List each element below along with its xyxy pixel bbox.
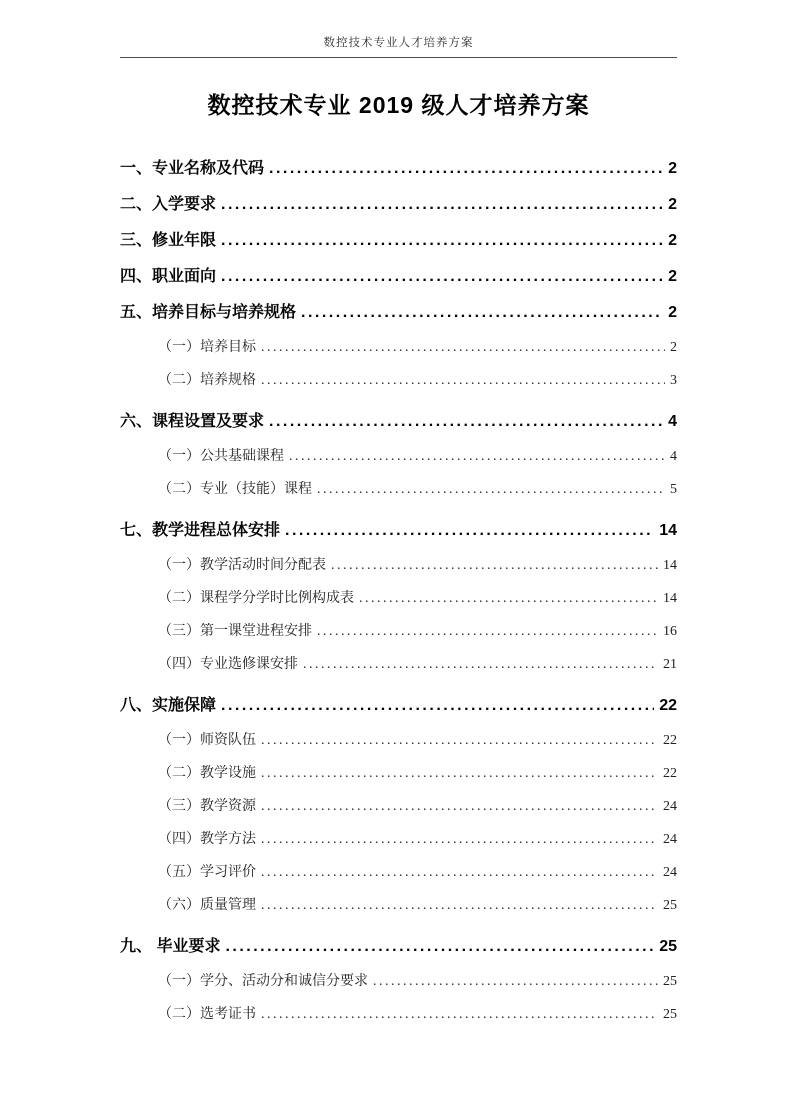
toc-page-number: 21 [663,657,677,672]
toc-section [120,223,677,259]
toc-entry[interactable] [158,364,677,397]
toc-page-number: 22 [663,733,677,748]
toc-entry-label: （四）专业选修课安排 [158,657,298,672]
toc-leader-dots [221,187,663,223]
toc-page-number: 14 [659,522,677,539]
toc-entry[interactable] [158,856,677,889]
toc-section [120,513,677,681]
toc-entry[interactable] [120,929,677,965]
toc-page-number: 24 [663,799,677,814]
toc-entry-label: 四、职业面向 [120,268,217,285]
toc-entry[interactable] [120,151,677,187]
running-header: 数控技术专业人才培养方案 [120,34,677,58]
toc-entry-label: 八、实施保障 [120,697,217,714]
toc-entry-label: （三）教学资源 [158,799,256,814]
toc-entry[interactable] [158,440,677,473]
toc-entry[interactable] [158,724,677,757]
toc-entry-label: 一、专业名称及代码 [120,160,265,177]
toc-entry-label: 七、教学进程总体安排 [120,522,281,539]
toc-section [120,688,677,922]
toc-page-number: 4 [670,449,677,464]
toc-entry[interactable] [158,998,677,1031]
toc-entry-label: （二）选考证书 [158,1007,256,1022]
toc-entry[interactable] [158,889,677,922]
toc-page-number: 24 [663,865,677,880]
toc-entry-label: 二、入学要求 [120,196,217,213]
toc-entry-label: 六、课程设置及要求 [120,413,265,430]
toc-leader-dots [261,889,658,922]
toc-entry[interactable] [158,823,677,856]
toc-entry-label: （二）课程学分学时比例构成表 [158,591,354,606]
toc-page-number: 2 [670,340,677,355]
toc-leader-dots [261,856,658,889]
toc-page-number: 2 [668,304,677,321]
toc-entry-label: 三、修业年限 [120,232,217,249]
toc-leader-dots [261,757,658,790]
toc-page-number: 14 [663,558,677,573]
toc-leader-dots [261,331,665,364]
toc-entry[interactable] [158,473,677,506]
toc-entry[interactable] [158,549,677,582]
toc-entry[interactable] [158,331,677,364]
toc-entry[interactable] [120,259,677,295]
toc-section [120,259,677,295]
toc-leader-dots [221,259,663,295]
toc-leader-dots [261,823,658,856]
toc-leader-dots [269,404,663,440]
toc-leader-dots [289,440,665,473]
toc-entry-label: （三）第一课堂进程安排 [158,624,312,639]
toc-page-number: 2 [668,196,677,213]
document-title: 数控技术专业 2019 级人才培养方案 [207,92,590,118]
table-of-contents [120,151,677,1031]
toc-entry-label: （二）教学设施 [158,766,256,781]
toc-entry[interactable] [120,513,677,549]
toc-entry-label: （四）教学方法 [158,832,256,847]
toc-page-number: 25 [659,938,677,955]
toc-page-number: 14 [663,591,677,606]
toc-leader-dots [285,513,654,549]
toc-entry[interactable] [158,757,677,790]
toc-leader-dots [303,648,658,681]
toc-page-number: 4 [668,413,677,430]
toc-entry-label: （六）质量管理 [158,898,256,913]
toc-page-number: 2 [668,232,677,249]
toc-entry-label: 五、培养目标与培养规格 [120,304,297,321]
toc-page-number: 3 [670,373,677,388]
toc-page-number: 25 [663,974,677,989]
toc-page-number: 2 [668,160,677,177]
toc-leader-dots [261,998,658,1031]
toc-entry-label: （一）培养目标 [158,340,256,355]
toc-leader-dots [261,724,658,757]
toc-page-number: 22 [659,697,677,714]
toc-leader-dots [301,295,663,331]
toc-entry[interactable] [120,295,677,331]
toc-leader-dots [221,223,663,259]
toc-page-number: 25 [663,1007,677,1022]
toc-entry-label: （五）学习评价 [158,865,256,880]
toc-page-number: 5 [670,482,677,497]
toc-entry-label: （一）教学活动时间分配表 [158,558,326,573]
toc-entry-label: （二）培养规格 [158,373,256,388]
toc-leader-dots [261,364,665,397]
toc-entry[interactable] [120,688,677,724]
toc-entry[interactable] [120,223,677,259]
toc-leader-dots [221,688,654,724]
toc-leader-dots [317,473,665,506]
toc-leader-dots [269,151,663,187]
toc-leader-dots [317,615,658,648]
toc-entry[interactable] [158,615,677,648]
toc-leader-dots [331,549,658,582]
toc-entry[interactable] [120,404,677,440]
toc-entry[interactable] [158,790,677,823]
toc-entry-label: （一）公共基础课程 [158,449,284,464]
toc-leader-dots [373,965,658,998]
toc-page-number: 24 [663,832,677,847]
toc-entry-label: （一）师资队伍 [158,733,256,748]
toc-entry[interactable] [158,965,677,998]
toc-page-number: 2 [668,268,677,285]
toc-section [120,295,677,397]
toc-entry-label: 九、 毕业要求 [120,938,221,955]
toc-entry[interactable] [120,187,677,223]
toc-section [120,151,677,187]
toc-leader-dots [261,790,658,823]
toc-section [120,404,677,506]
toc-page-number: 16 [663,624,677,639]
toc-entry[interactable] [158,582,677,615]
toc-section [120,929,677,1031]
toc-page-number: 22 [663,766,677,781]
toc-leader-dots [359,582,658,615]
toc-section [120,187,677,223]
toc-entry[interactable] [158,648,677,681]
toc-entry-label: （一）学分、活动分和诚信分要求 [158,974,368,989]
toc-page-number: 25 [663,898,677,913]
toc-leader-dots [225,929,654,965]
toc-entry-label: （二）专业（技能）课程 [158,482,312,497]
